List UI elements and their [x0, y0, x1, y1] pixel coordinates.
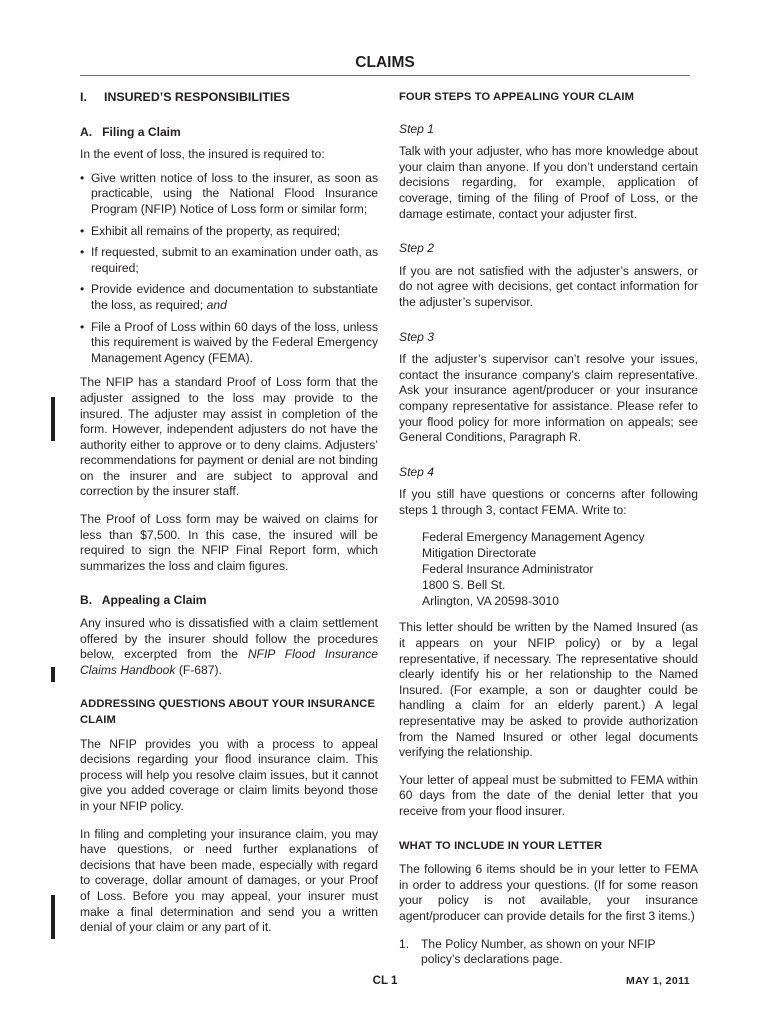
filing-claim-intro: In the event of loss, the insured is required to: — [80, 147, 325, 162]
page-code: CL 1 — [372, 975, 398, 987]
change-bar — [51, 895, 55, 939]
named-insured-paragraph: This letter should be written by the Named Insured (as it appears on your NFIP policy) or by a legal representative, if necessary. The representative should clearly identify his or her relationship to the Named Insured. (For example, a son or daughter could be handling a claim for an elderly parent.) A legal representative may be asked to provide authorization from the Named Insured or other legal documents verifying the relationship. — [399, 620, 698, 760]
left-column — [80, 90, 378, 936]
step-text: If you are not satisfied with the adjuster’s answers, or do not agree with decisions, get contact information for the adjuster’s supervisor. — [399, 263, 698, 309]
process-paragraph: The NFIP provides you with a process to appeal decisions regarding your flood insurance claim. This process will help you resolve claim issues, but it cannot give you added coverage or claim limits beyond those in your NFIP policy. — [80, 736, 378, 813]
filing-paragraph: In filing and completing your insurance claim, you may have questions, or need further explanations of decisions that have been made, especially with regard to coverage, dollar amount of damages, or your Proof of Loss. Before you may appeal, your insurer must make a final determination and send you a written denial of your claim or any part of it. — [80, 826, 378, 935]
proof-of-loss-paragraph: The NFIP has a standard Proof of Loss form that the adjuster assigned to the loss may provide to the insured. The adjuster may assist in completion of the form. However, independent adjusters do not have the authority either to approve or to deny claims. Adjusters’ recommendations for payment or denial are not binding on the insurer and are subject to approval and correction by the insurer staff. — [80, 375, 378, 499]
change-bar — [51, 397, 55, 441]
appealing-claim-heading: B. Appealing a Claim — [80, 593, 207, 608]
address-line: Federal Emergency Management Agency — [422, 530, 645, 545]
title-rule — [80, 75, 690, 76]
list-item: • If requested, submit to an examination under oath, as required; — [80, 245, 378, 276]
bullet-suffix: and — [206, 297, 227, 312]
step-label: Step 3 — [399, 329, 434, 344]
letter-items-list — [399, 937, 698, 968]
requirements-list — [80, 171, 378, 367]
waiver-paragraph: The Proof of Loss form may be waived on claims for less than $7,500. In this case, the insured will be required to sign the NFIP Final Report form, which summarizes the loss and claim figures. — [80, 512, 378, 573]
edition-date: MAY 1, 2011 — [626, 975, 690, 987]
appealing-claim-paragraph: Any insured who is dissatisfied with a claim settlement offered by the insurer should follow the procedures below, excerpted from the NFIP Flood Insurance Claims Handbook (F-687). — [80, 616, 378, 677]
list-item: 1. The Policy Number, as shown on your NFIP policy’s declarations page. — [399, 936, 656, 967]
right-column — [399, 90, 698, 968]
address-line: Arlington, VA 20598-3010 — [422, 593, 559, 608]
filing-claim-heading: A. Filing a Claim — [80, 124, 181, 139]
address-line: 1800 S. Bell St. — [422, 577, 506, 592]
step-label: Step 2 — [399, 241, 434, 256]
address-line: Mitigation Directorate — [422, 546, 537, 561]
list-item: • Provide evidence and documentation to substantiate the loss, as required; and — [80, 282, 378, 313]
fema-address — [422, 530, 698, 609]
section-title: INSURED’S RESPONSIBILITIES — [104, 90, 290, 104]
step-label: Step 1 — [399, 121, 434, 136]
include-heading: WHAT TO INCLUDE IN YOUR LETTER — [399, 839, 603, 852]
step-text: If you still have questions or concerns after following steps 1 through 3, contact FEMA. Write to: — [399, 487, 698, 517]
step-label: Step 4 — [399, 464, 434, 479]
list-item: • File a Proof of Loss within 60 days of the loss, unless this requirement is waived by the Federal Emergency Management Agency (FEMA). — [80, 320, 378, 367]
four-steps-heading: FOUR STEPS TO APPEALING YOUR CLAIM — [399, 91, 635, 103]
list-item: • Give written notice of loss to the insurer, as soon as practicable, using the National Flood Insurance Program (NFIP) Notice of Loss form or similar form; — [80, 171, 378, 218]
handbook-title: NFIP Flood Insurance Claims Handbook — [80, 647, 378, 677]
six-items-paragraph: The following 6 items should be in your letter to FEMA in order to address your questions. (If for some reason your policy is not available, your insurance agent/producer can provide details for the first 3 items.) — [399, 862, 698, 923]
step-text: Talk with your adjuster, who has more knowledge about your claim than anyone. If you don’t understand certain decisions regarding, for example, application of coverage, timing of the filing of Proof of Loss, or the damage estimate, contact your adjuster first. — [399, 144, 698, 221]
step-text: If the adjuster’s supervisor can’t resolve your issues, contact the insurance company’s claim representative. Ask your insurance agent/producer or your insurance company representative for assistance. Please refer to your flood policy for more information on appeals; see General Conditions, Paragraph R. — [399, 352, 698, 445]
change-bar — [51, 667, 55, 682]
section-number: I. — [80, 90, 87, 104]
section-heading — [80, 90, 378, 106]
page-title: CLAIMS — [355, 54, 415, 71]
list-item: • Exhibit all remains of the property, as required; — [80, 224, 378, 240]
sixty-days-paragraph: Your letter of appeal must be submitted to FEMA within 60 days from the date of the denial letter that you receive from your flood insurer. — [399, 772, 698, 818]
addressing-questions-heading: ADDRESSING QUESTIONS ABOUT YOUR INSURANCE CLAIM — [80, 698, 376, 726]
address-line: Federal Insurance Administrator — [422, 562, 594, 577]
